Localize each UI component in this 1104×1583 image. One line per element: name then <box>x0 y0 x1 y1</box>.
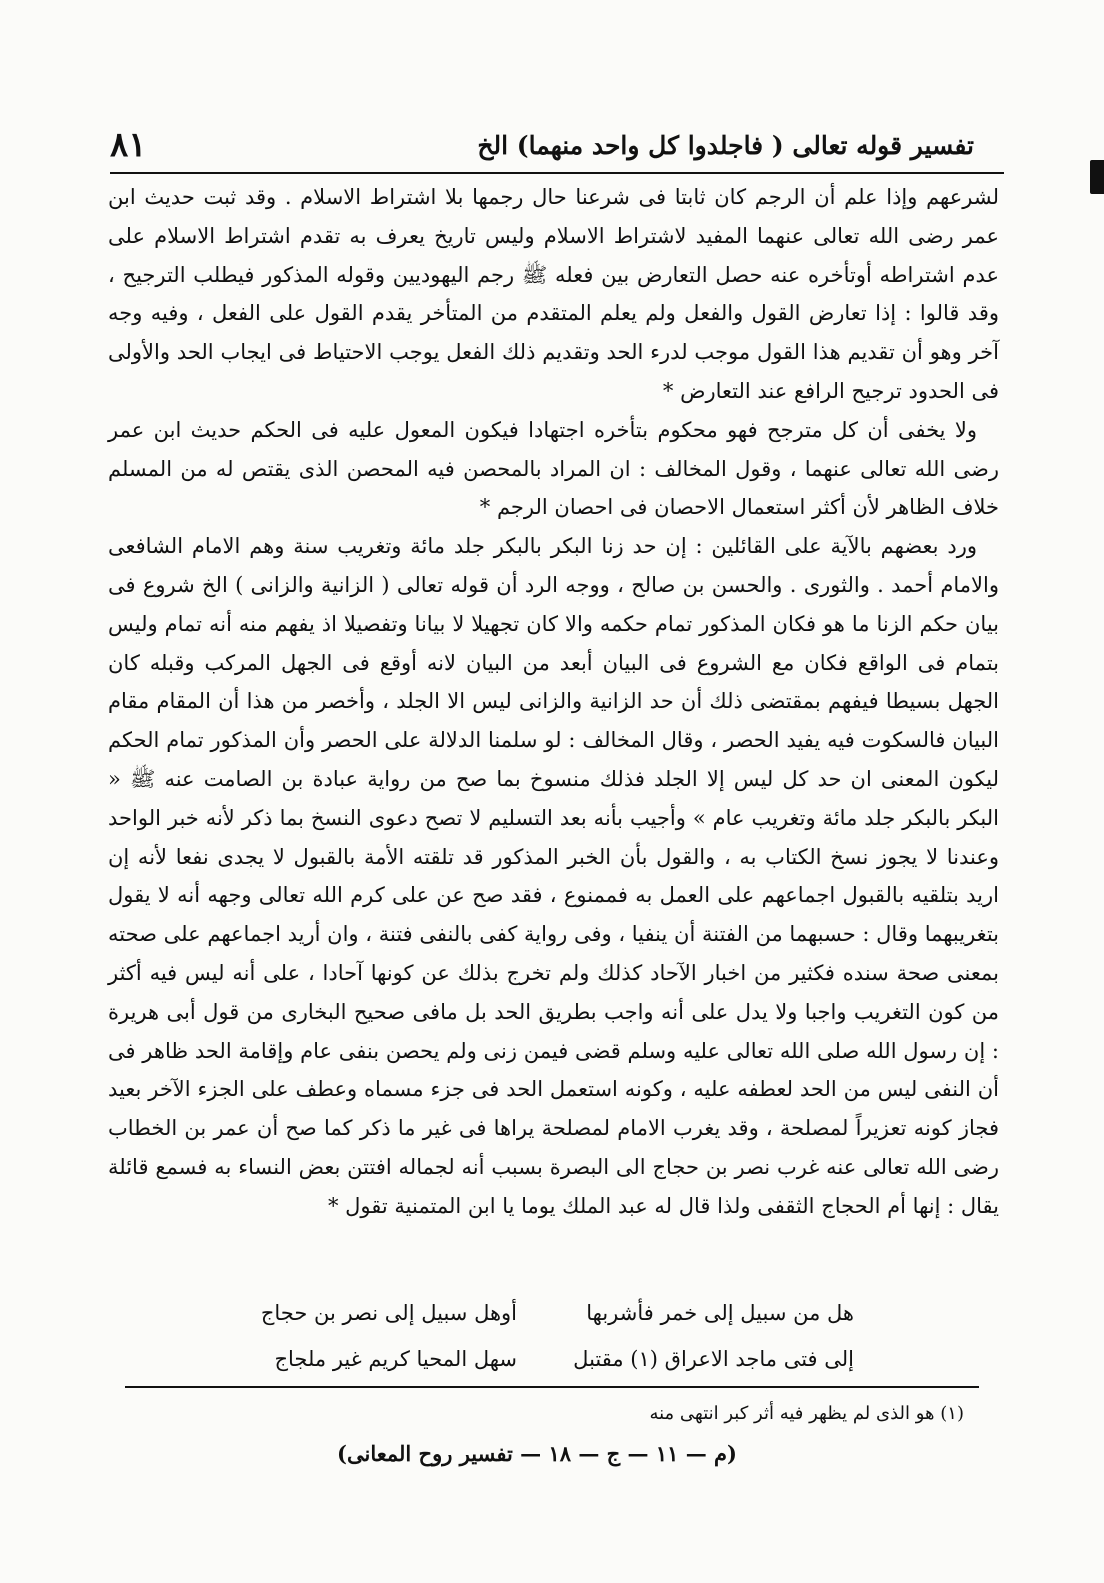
page-header <box>110 125 974 165</box>
verse-line <box>230 1290 854 1336</box>
paragraph: ورد بعضهم بالآية على القائلين : إن حد زنا البكر بالبكر جلد مائة وتغريب سنة وهم الامام الشافعى والامام أحمد . والثورى . والحسن بن صالح ، ووجه الرد أن قوله تعالى ( الزانية والزانى ) الخ شروع فى بيان حكم الزنا ما هو فكان المذكور تمام حكمه والا كان تجهيلا لا بيانا وتفصيلا اذ يفهم منه أنه تمام وليس بتمام فى الواقع فكان مع الشروع فى البيان أبعد من البيان لانه أوقع فى الجهل المركب وقبله كان الجهل بسيطا فيفهم بمقتضى ذلك أن حد الزانية والزانى ليس الا الجلد ، وأخصر من هذا أن المقام مقام البيان فالسكوت فيه يفيد الحصر ، وقال المخالف : لو سلمنا الدلالة على الحصر وأن المذكور تمام الحكم ليكون المعنى ان حد كل ليس إلا الجلد فذلك منسوخ بما صح من رواية عبادة بن الصامت عنه ﷺ « البكر بالبكر جلد مائة وتغريب عام » وأجيب بأنه بعد التسليم لا تصح دعوى النسخ بما ذكر لأنه خبر الواحد وعندنا لا يجوز نسخ الكتاب به ، والقول بأن الخبر المذكور قد تلقته الأمة بالقبول لا يجدى نفعا لأنه إن اريد بتلقيه بالقبول اجماعهم على العمل به فممنوع ، فقد صح عن على كرم الله تعالى وجهه أنه لا يقول بتغريبهما وقال : حسبهما من الفتنة أن ينفيا ، وفى رواية كفى بالنفى فتنة ، وان أريد اجماعهم على صحته بمعنى صحة سنده فكثير من اخبار الآحاد كذلك ولم تخرج بذلك عن كونها آحادا ، على أنه ليس فيه أكثر من كون التغريب واجبا ولا يدل على أنه واجب بطريق الحد بل مافى صحيح البخارى من قول أبى هريرة : إن رسول الله صلى الله تعالى عليه وسلم قضى فيمن زنى ولم يحصن بنفى عام وإقامة الحد ظاهر فى أن النفى ليس من الحد لعطفه عليه ، وكونه استعمل الحد فى جزء مسماه وعطف على الجزء الآخر بعيد فجاز كونه تعزيراً لمصلحة ، وقد يغرب الامام لمصلحة يراها فى غير ما ذكر كما صح أن عمر بن الخطاب رضى الله تعالى عنه غرب نصر بن حجاج الى البصرة بسبب أنه لجماله افتتن بعض النساء به فسمع قائلة يقال : إنها أم الحجاج الثقفى ولذا قال له عبد الملك يوما يا ابن المتمنية تقول * <box>108 534 999 1218</box>
verse-second-hemistich: سهل المحيا كريم غير ملجاج <box>274 1347 518 1371</box>
verse-second-hemistich: أوهل سبيل إلى نصر بن حجاج <box>260 1301 518 1325</box>
printer-signature: (م — ١١ — ج — ١٨ — تفسير روح المعانى) <box>337 1441 737 1466</box>
poem-verse <box>230 1290 854 1382</box>
body-text <box>108 178 999 1226</box>
verse-line <box>230 1336 854 1382</box>
paragraph: لشرعهم وإذا علم أن الرجم كان ثابتا فى شرعنا حال رجمها بلا اشتراط الاسلام . وقد ثبت حديث ابن عمر رضى الله تعالى عنهما المفيد لاشتراط الاسلام وليس تاريخ يعرف به تقدم اشتراط الاسلام على عدم اشتراطه أوتأخره عنه حصل التعارض بين فعله ﷺ رجم اليهوديين وقوله المذكور فيطلب الترجيح ، وقد قالوا : إذا تعارض القول والفعل ولم يعلم المتقدم من المتأخر يقدم القول على الفعل ، وفيه وجه آخر وهو أن تقديم هذا القول موجب لدرء الحد وتقديم ذلك الفعل يوجب الاحتياط فى ايجاب الحد والأولى فى الحدود ترجيح الرافع عند التعارض * <box>108 185 999 403</box>
footnote-rule <box>125 1386 979 1388</box>
verse-first-hemistich: هل من سبيل إلى خمر فأشربها <box>586 1301 854 1325</box>
paragraph: ولا يخفى أن كل مترجح فهو محكوم بتأخره اجتهادا فيكون المعول عليه فى الحكم حديث ابن عمر رضى الله تعالى عنهما ، وقول المخالف : ان المراد بالمحصن فيه المحصن الذى يقتص له من المسلم خلاف الظاهر لأن أكثر استعمال الاحصان فى احصان الرجم * <box>108 417 999 520</box>
page-number: ٨١ <box>110 125 147 165</box>
footnote: (١) هو الذى لم يظهر فيه أثر كبر انتهى منه <box>649 1403 964 1424</box>
running-title: تفسير قوله تعالى ( فاجلدوا كل واحد منهما) الخ <box>477 130 974 160</box>
verse-first-hemistich: إلى فتى ماجد الاعراق (١) مقتبل <box>573 1347 854 1371</box>
page-edge-mark <box>1090 160 1104 194</box>
header-rule <box>110 172 1004 174</box>
